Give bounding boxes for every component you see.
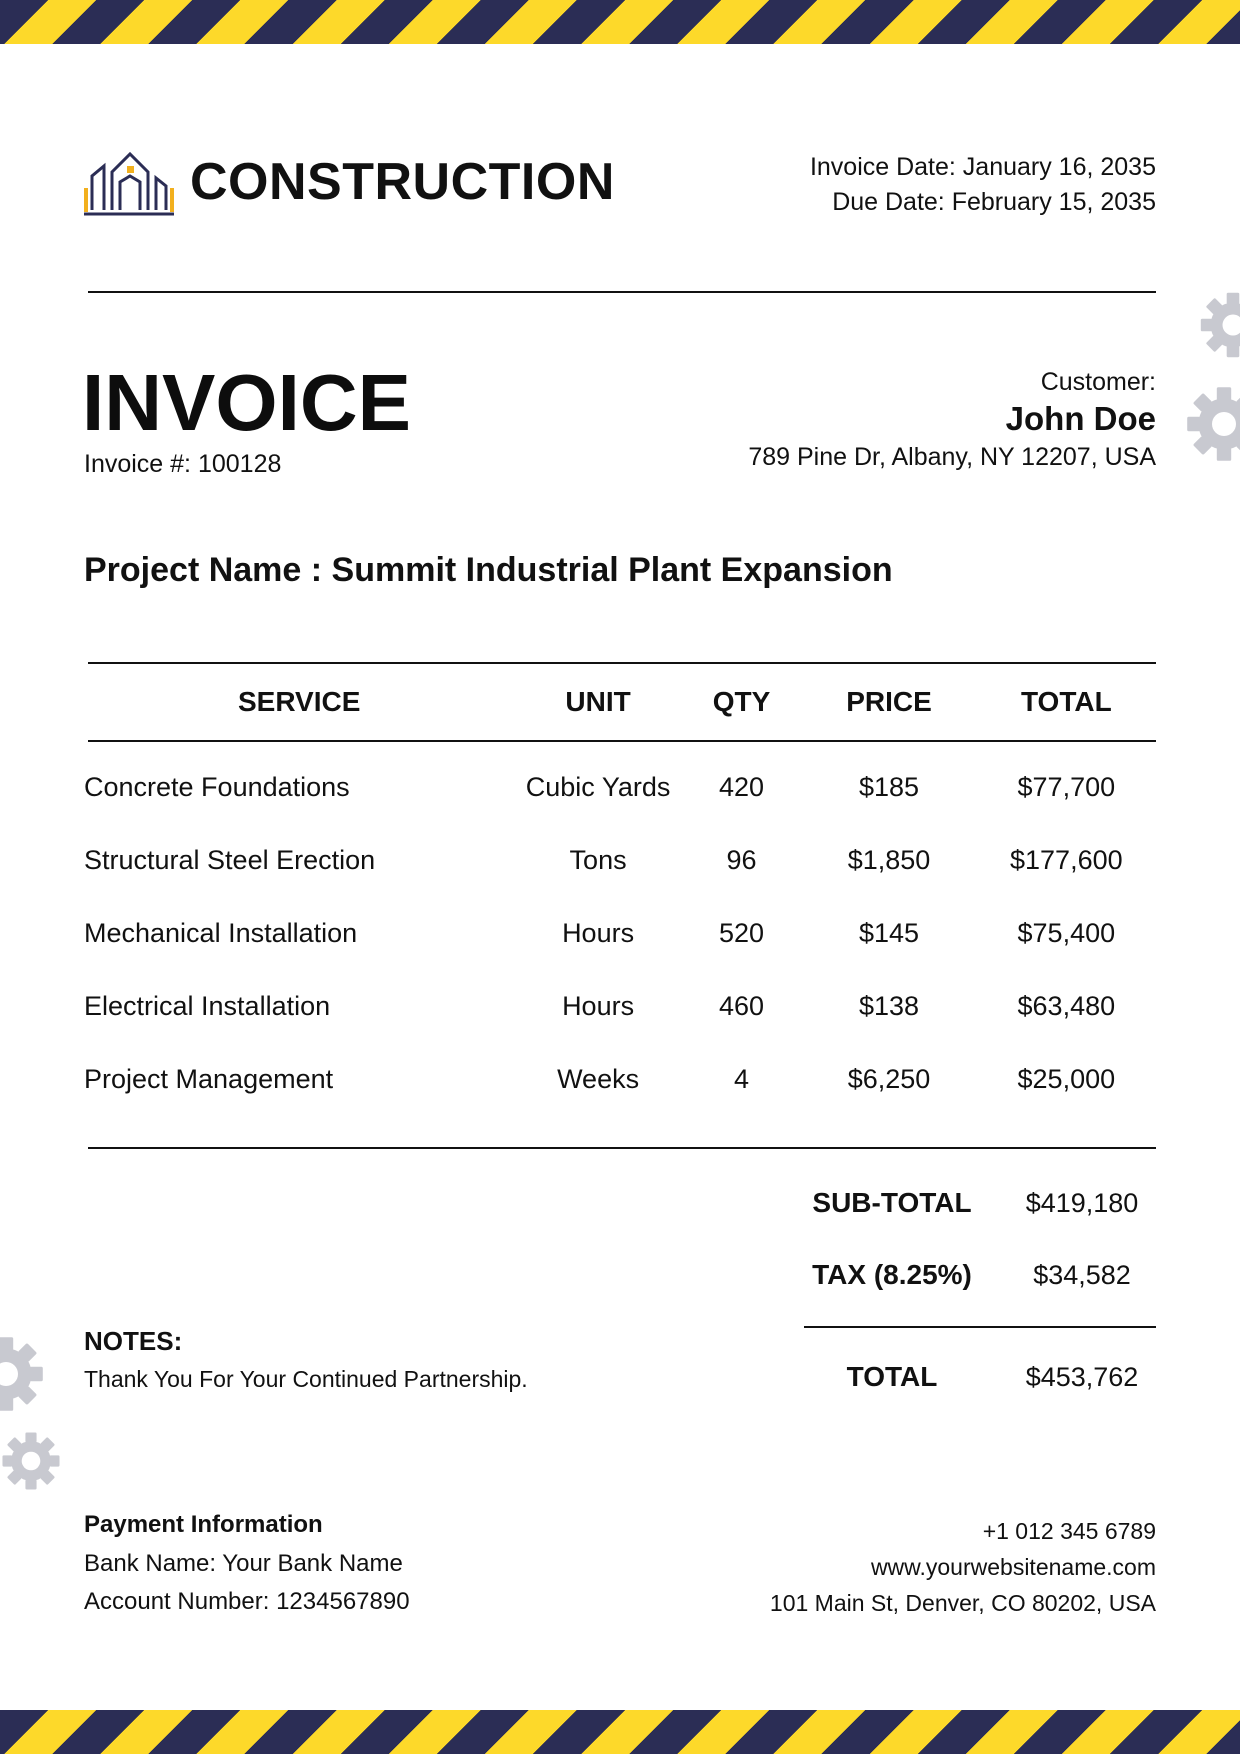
bank-name: Bank Name: Your Bank Name	[84, 1550, 403, 1577]
cell-unit: Hours	[562, 918, 635, 948]
cell-unit: Weeks	[557, 1064, 640, 1094]
cell-unit: Cubic Yards	[525, 772, 671, 802]
due-date: Due Date: February 15, 2035	[832, 188, 1156, 216]
subtotal-label: SUB-TOTAL	[812, 1187, 972, 1218]
table-row	[84, 751, 1156, 824]
gear-icon	[1198, 290, 1240, 360]
notes-text: Thank You For Your Continued Partnership.	[84, 1366, 528, 1392]
table-bottom-rule	[88, 1147, 1156, 1149]
header-divider	[88, 291, 1156, 293]
cell-qty: 420	[719, 772, 765, 802]
cell-service: Electrical Installation	[84, 991, 331, 1021]
cell-qty: 460	[719, 991, 765, 1021]
tax-value: $34,582	[1033, 1259, 1131, 1290]
cell-service: Mechanical Installation	[84, 918, 358, 948]
cell-total: $177,600	[1010, 845, 1123, 875]
table-header-rule	[88, 740, 1156, 742]
customer-label: Customer:	[1040, 368, 1156, 396]
contact-block	[770, 1513, 1156, 1621]
total-row	[792, 1357, 1172, 1397]
gear-icon	[0, 1334, 46, 1414]
cell-qty: 4	[734, 1064, 750, 1094]
header-service: SERVICE	[237, 686, 361, 717]
gear-icon	[1184, 384, 1240, 464]
tax-row	[792, 1255, 1172, 1295]
invoice-title: INVOICE	[82, 358, 411, 447]
invoice-date: Invoice Date: January 16, 2035	[809, 153, 1156, 181]
cell-qty: 520	[719, 918, 765, 948]
customer-block	[748, 366, 1156, 474]
header-qty: QTY	[712, 686, 771, 717]
cell-price: $1,850	[847, 845, 931, 875]
table-row	[84, 824, 1156, 897]
notes-heading: NOTES:	[84, 1326, 183, 1356]
contact-website: www.yourwebsitename.com	[870, 1554, 1156, 1580]
customer-name: John Doe	[1005, 400, 1156, 437]
total-label: TOTAL	[846, 1361, 938, 1392]
table-row	[84, 897, 1156, 970]
header-price: PRICE	[846, 686, 932, 717]
services-table	[84, 664, 1156, 1116]
invoice-number: Invoice #: 100128	[84, 450, 282, 478]
customer-address: 789 Pine Dr, Albany, NY 12207, USA	[748, 443, 1156, 471]
cell-price: $6,250	[847, 1064, 931, 1094]
project-name: Project Name : Summit Industrial Plant Expansion	[84, 551, 893, 589]
hazard-stripe-top	[0, 0, 1240, 44]
table-row	[84, 1043, 1156, 1116]
contact-address: 101 Main St, Denver, CO 80202, USA	[769, 1590, 1156, 1616]
payment-heading: Payment Information	[84, 1511, 323, 1538]
account-number: Account Number: 1234567890	[84, 1588, 410, 1615]
total-value: $453,762	[1025, 1361, 1139, 1392]
table-row	[84, 970, 1156, 1043]
table-body	[84, 740, 1156, 1116]
cell-price: $138	[858, 991, 920, 1021]
cell-total: $75,400	[1017, 918, 1116, 948]
contact-phone: +1 012 345 6789	[982, 1518, 1156, 1544]
cell-total: $77,700	[1017, 772, 1116, 802]
brand-name: CONSTRUCTION	[190, 153, 615, 211]
header-total: TOTAL	[1020, 686, 1112, 717]
cell-total: $63,480	[1017, 991, 1116, 1021]
cell-unit: Tons	[569, 845, 627, 875]
cell-service: Structural Steel Erection	[84, 845, 376, 875]
cell-service: Concrete Foundations	[84, 772, 350, 802]
tax-label: TAX (8.25%)	[812, 1259, 972, 1290]
invoice-dates	[810, 150, 1156, 220]
cell-qty: 96	[726, 845, 757, 875]
cell-service: Project Management	[84, 1064, 334, 1094]
table-header	[84, 664, 1156, 740]
hazard-stripe-bottom	[0, 1710, 1240, 1754]
cell-price: $145	[858, 918, 920, 948]
subtotal-row	[792, 1183, 1172, 1223]
total-divider	[804, 1326, 1156, 1328]
cell-total: $25,000	[1017, 1064, 1116, 1094]
subtotal-value: $419,180	[1025, 1187, 1139, 1218]
cell-unit: Hours	[562, 991, 635, 1021]
gear-icon	[0, 1430, 62, 1492]
cell-price: $185	[858, 772, 920, 802]
construction-logo-icon	[82, 148, 176, 218]
header-unit: UNIT	[565, 686, 631, 717]
